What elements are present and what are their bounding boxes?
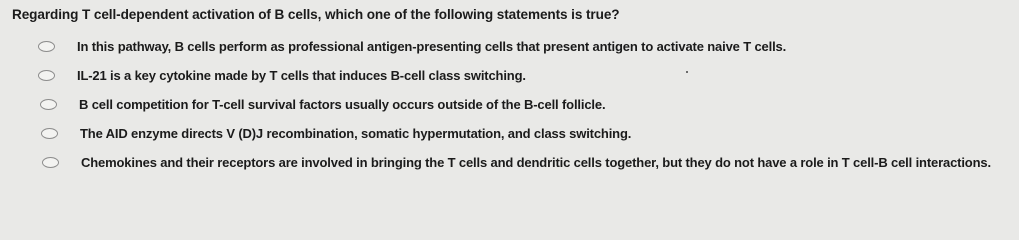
answer-option-label: The AID enzyme directs V (D)J recombination, somatic hypermutation, and class switching. bbox=[80, 125, 632, 141]
radio-button[interactable] bbox=[38, 41, 55, 52]
ink-speck bbox=[686, 71, 688, 73]
radio-button[interactable] bbox=[40, 99, 57, 110]
answer-option-label: In this pathway, B cells perform as professional antigen-presenting cells that present antigen to activate naive T cells. bbox=[77, 38, 787, 54]
answer-option-label: Chemokines and their receptors are involved in bringing the T cells and dendritic cells together, but they do not have a role in T cell-B cell interactions. bbox=[81, 154, 991, 170]
answer-option-4[interactable] bbox=[41, 122, 631, 144]
question-text: Regarding T cell-dependent activation of B cells, which one of the following statements is true? bbox=[12, 7, 620, 22]
radio-button[interactable] bbox=[42, 157, 59, 168]
radio-button[interactable] bbox=[41, 128, 58, 139]
answer-option-1[interactable] bbox=[38, 35, 786, 57]
answer-option-5[interactable] bbox=[42, 151, 991, 173]
radio-button[interactable] bbox=[38, 70, 55, 81]
answer-option-label: B cell competition for T-cell survival factors usually occurs outside of the B-cell follicle. bbox=[79, 96, 606, 112]
answer-option-2[interactable] bbox=[38, 64, 526, 86]
answer-option-3[interactable] bbox=[40, 93, 605, 115]
answer-option-label: IL-21 is a key cytokine made by T cells that induces B-cell class switching. bbox=[77, 67, 526, 83]
